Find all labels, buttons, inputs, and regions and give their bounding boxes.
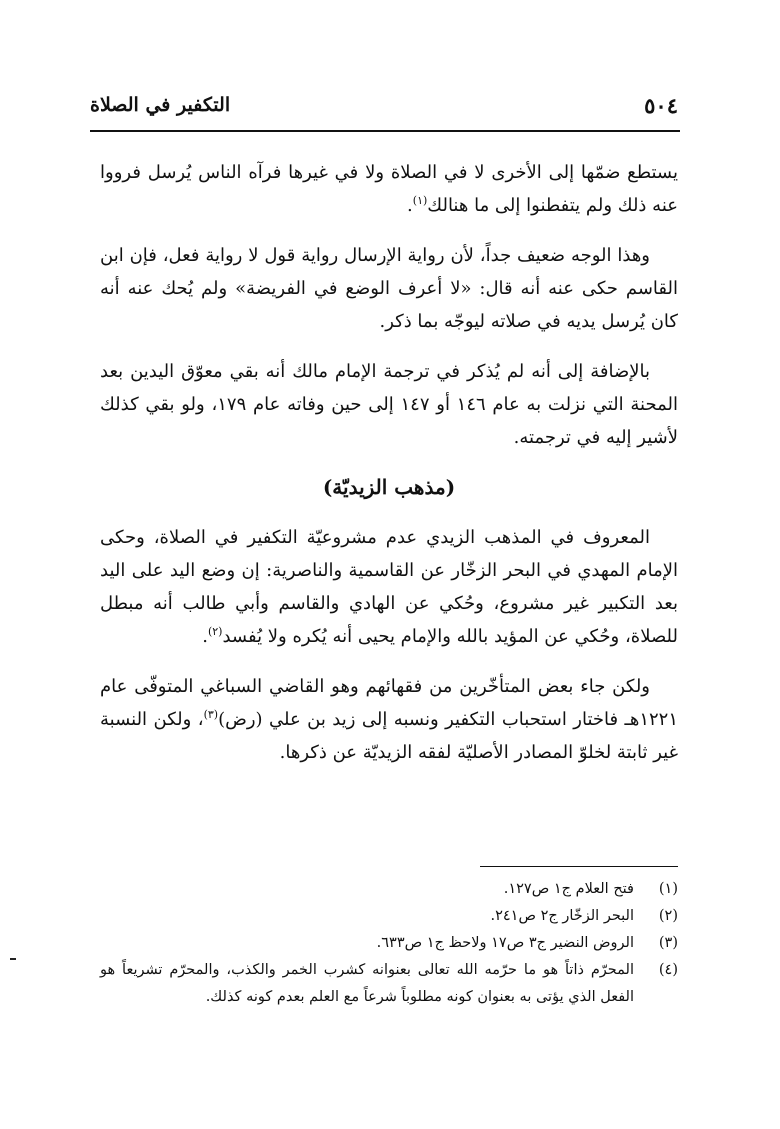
footnote-number: (٢): [658, 908, 678, 924]
paragraph-3: بالإضافة إلى أنه لم يُذكر في ترجمة الإمام مالك أنه بقي معوّق اليدين بعد المحنة التي نزلت به عام ١٤٦ أو ١٤٧ إلى حين وفاته عام ١٧٩، ولو بقي كذلك لأشير إليه في ترجمته.: [100, 361, 678, 448]
footnote-ref-2: (٢): [207, 625, 223, 638]
paragraph-5: [100, 670, 678, 769]
running-title: التكفير في الصلاة: [90, 94, 231, 116]
footnote-number: (١): [658, 881, 678, 897]
footnote-2: [100, 903, 678, 930]
section-title: (مذهب الزيديّة): [322, 475, 456, 499]
footnote-ref-1: (١): [412, 194, 428, 207]
paragraph-1: [100, 156, 678, 222]
footnote-number: (٣): [658, 935, 678, 951]
footnote-4: [100, 957, 678, 1011]
page-number: ٥٠٤: [644, 92, 678, 118]
paragraph-4-text: المعروف في المذهب الزيدي عدم مشروعيّة التكفير في الصلاة، وحكى الإمام المهدي في البحر الزخّار عن القاسمية والناصرية: إن وضع اليد على اليد بعد التكبير غير مشروع، وحُكي عن الهادي والقاسم وأبي طالب أنه مبطل للصلاة، وحُكي عن المؤيد بالله والإمام يحيى أنه يُكره ولا يُفسد: [100, 527, 678, 647]
footnote-rule: [480, 866, 678, 867]
main-text: [100, 156, 678, 786]
footnote-1: [100, 876, 678, 903]
paragraph-4: [100, 521, 678, 653]
footnote-text: المحرّم ذاتاً هو ما حرّمه الله تعالى بعنوانه كشرب الخمر والكذب، والمحرّم تشريعاً هو الفعل الذي يؤتى به بعنوان كونه مطلوباً شرعاً مع العلم بعدم كونه كذلك.: [100, 962, 634, 1005]
page-header: [90, 88, 678, 122]
footnote-text: فتح العلام ج١ ص١٢٧.: [503, 881, 634, 897]
paragraph-1-end: .: [407, 195, 413, 216]
paragraph-5-text-b: ، ولكن النسبة غير ثابتة لخلوّ المصادر الأصليّة لفقه الزيديّة عن ذكرها.: [100, 709, 678, 763]
footnote-3: [100, 930, 678, 957]
footnote-number: (٤): [658, 962, 678, 978]
header-rule: [90, 130, 680, 132]
footnote-text: الروض النضير ج٣ ص١٧ ولاحظ ج١ ص٦٣٣.: [376, 935, 634, 951]
paragraph-1-text: يستطع ضمّها إلى الأخرى لا في الصلاة ولا في غيرها فرآه الناس يُرسل فرووا عنه ذلك ولم يتفطنوا إلى ما هنالك: [100, 162, 678, 216]
paragraph-2: وهذا الوجه ضعيف جداً، لأن رواية الإرسال رواية قول لا رواية فعل، فإن ابن القاسم حكى عنه أنه قال: «لا أعرف الوضع في الفريضة» ولم يُحك عنه أنه كان يُرسل يديه في صلاته ليوجّه بما ذكر.: [100, 245, 678, 332]
footnote-ref-3: (٣): [203, 708, 219, 721]
paragraph-5-text-a: ولكن جاء بعض المتأخّرين من فقهائهم وهو القاضي السباغي المتوفّى عام ١٢٢١هـ فاختار استحباب التكفير ونسبه إلى زيد بن علي (رض): [100, 676, 678, 730]
paragraph-4-end: .: [202, 626, 208, 647]
footnote-text: البحر الزخّار ج٢ ص٢٤١.: [490, 908, 634, 924]
footnotes: [100, 876, 678, 1011]
scan-edge-mark: [10, 958, 16, 960]
